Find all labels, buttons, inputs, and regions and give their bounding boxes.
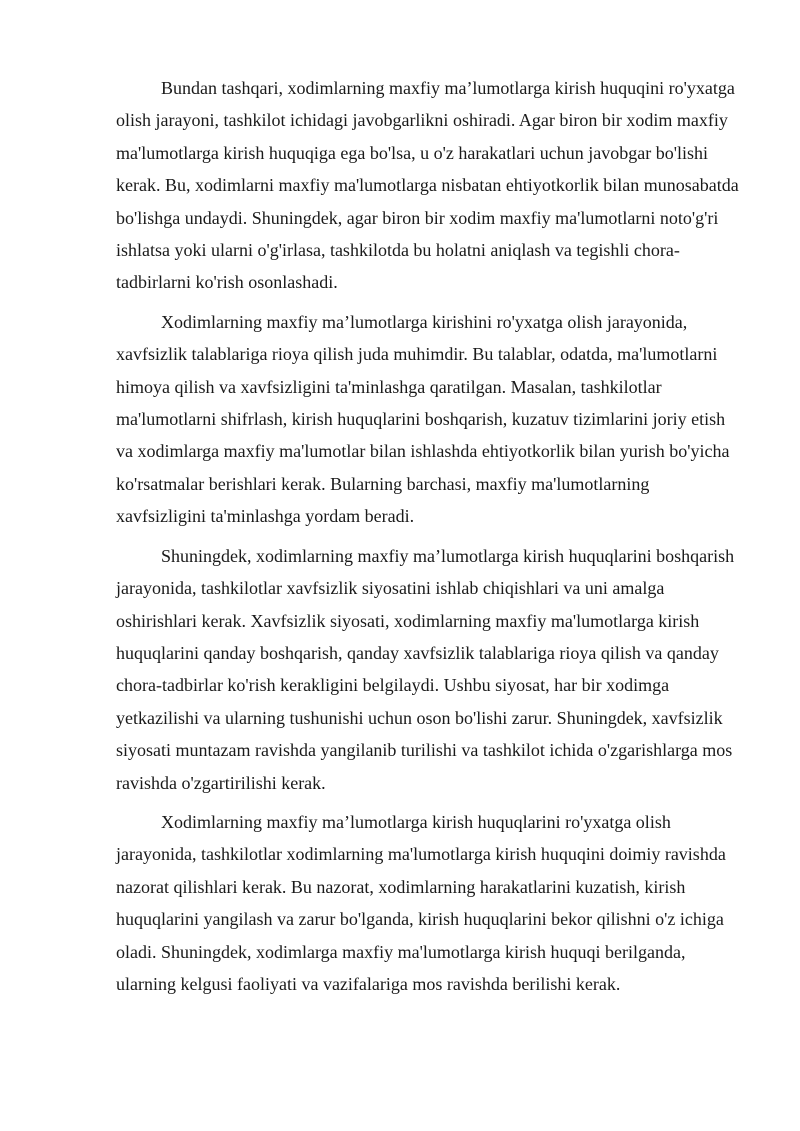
paragraph: Xodimlarning maxfiy ma’lumotlarga kirishini ro'yxatga olish jarayonida, xavfsizlik talablariga rioya qilish juda muhimdir. Bu talablar, odatda, ma'lumotlarni himoya qilish va xavfsizligini ta'minlashga qaratilgan. Masalan, tashkilotlar ma'lumotlarni shifrlash, kirish huquqlarini boshqarish, kuzatuv tizimlarini joriy etish va xodimlarga maxfiy ma'lumotlar bilan ishlashda ehtiyotkorlik bilan yurish bo'yicha ko'rsatmalar berishlari kerak. Bularning barchasi, maxfiy ma'lumotlarning xavfsizligini ta'minlashga yordam beradi. [116, 311, 730, 527]
document-body [116, 72, 742, 1007]
paragraph: Bundan tashqari, xodimlarning maxfiy ma’lumotlarga kirish huquqini ro'yxatga olish jarayoni, tashkilot ichidagi javobgarlikni oshiradi. Agar biron bir xodim maxfiy ma'lumotlarga kirish huquqiga ega bo'lsa, u o'z harakatlari uchun javobgar bo'lishi kerak. Bu, xodimlarni maxfiy ma'lumotlarga nisbatan ehtiyotkorlik bilan munosabatda bo'lishga undaydi. Shuningdek, agar biron bir xodim maxfiy ma'lumotlarni noto'g'ri ishlatsa yoki ularni o'g'irlasa, tashkilotda bu holatni aniqlash va tegishli chora-tadbirlarni ko'rish osonlashadi. [116, 78, 739, 293]
paragraph: Shuningdek, xodimlarning maxfiy ma’lumotlarga kirish huquqlarini boshqarish jarayonida, tashkilotlar xavfsizlik siyosatini ishlab chiqishlari va uni amalga oshirishlari kerak. Xavfsizlik siyosati, xodimlarning maxfiy ma'lumotlarga kirish huquqlarini qanday boshqarish, qanday xavfsizlik talablariga rioya qilish va qanday chora-tadbirlar ko'rish kerakligini belgilaydi. Ushbu siyosat, har bir xodimga yetkazilishi va ularning tushunishi uchun oson bo'lishi zarur. Shuningdek, xavfsizlik siyosati muntazam ravishda yangilanib turilishi va tashkilot ichida o'zgarishlarga mos ravishda o'zgartirilishi kerak. [116, 545, 735, 793]
paragraph: Xodimlarning maxfiy ma’lumotlarga kirish huquqlarini ro'yxatga olish jarayonida, tashkilotlar xodimlarning ma'lumotlarga kirish huquqini doimiy ravishda nazorat qilishlari kerak. Bu nazorat, xodimlarning harakatlarini kuzatish, kirish huquqlarini yangilash va zarur bo'lganda, kirish huquqlarini bekor qilishni o'z ichiga oladi. Shuningdek, xodimlarga maxfiy ma'lumotlarga kirish huquqi berilganda, ularning kelgusi faoliyati va vazifalariga mos ravishda berilishi kerak. [116, 811, 726, 994]
